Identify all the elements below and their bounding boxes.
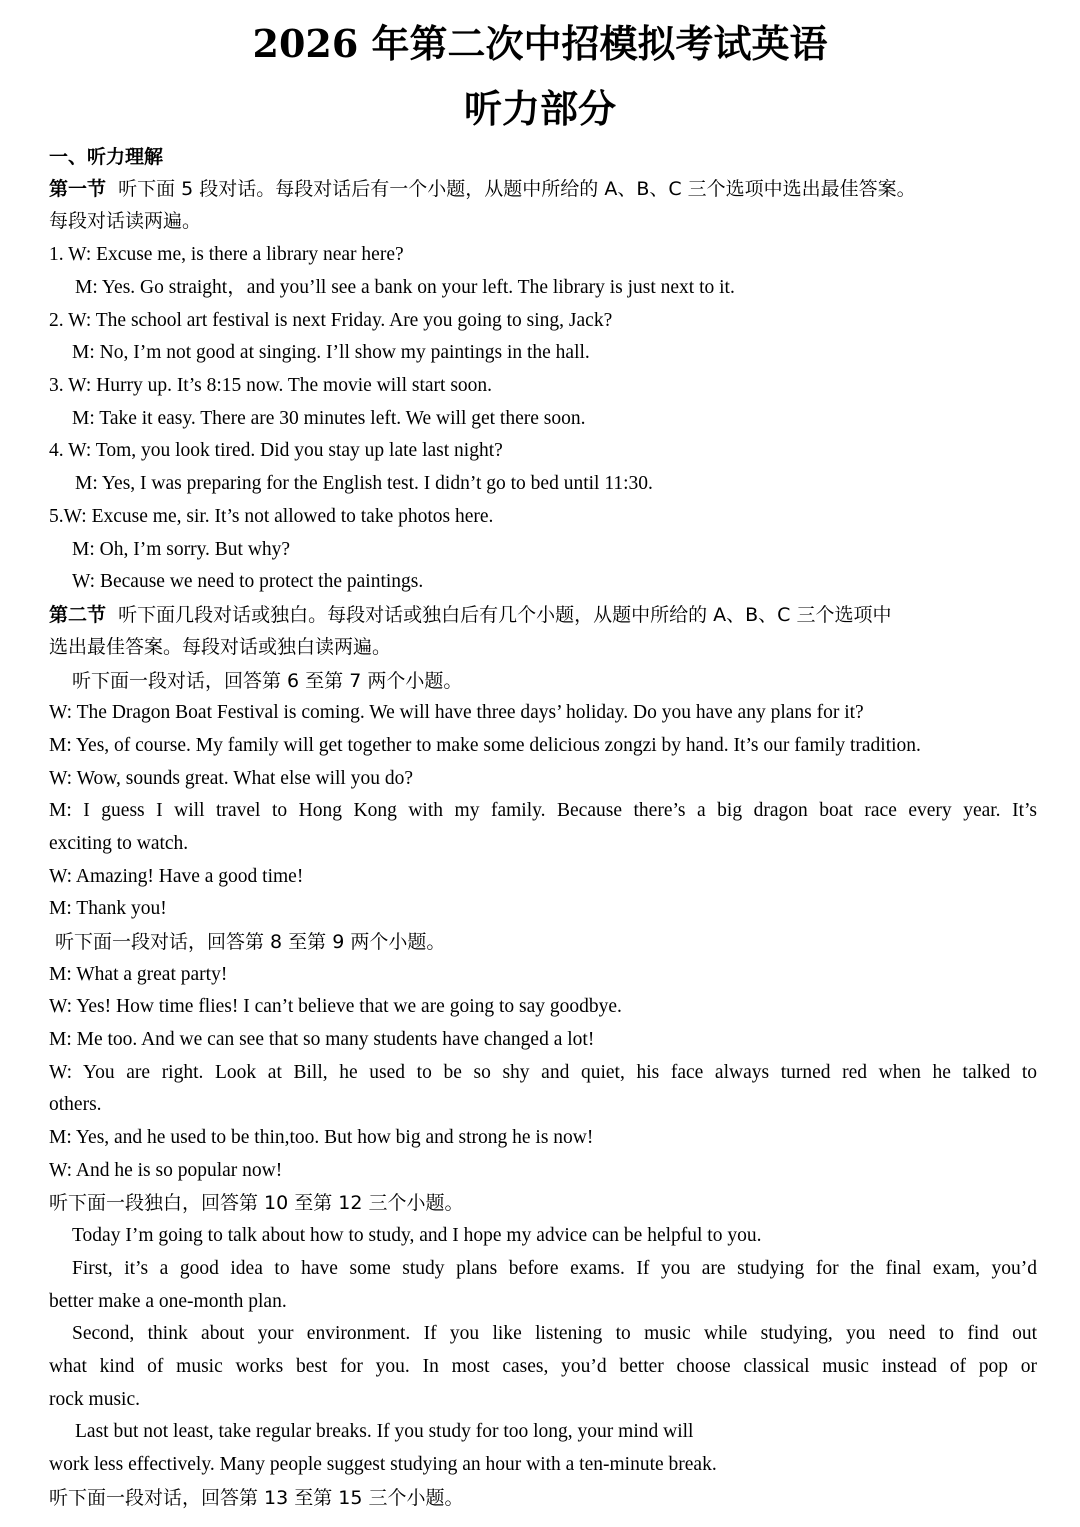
- monologue-line: rock music.: [49, 1389, 140, 1410]
- dialogue-line: W: Because we need to protect the paintings.: [72, 571, 424, 592]
- dialogue-line: M: Yes, and he used to be thin,too. But how big and strong he is now!: [49, 1127, 594, 1148]
- dialogue-line: 5.W: Excuse me, sir. It’s not allowed to take photos here.: [49, 506, 494, 527]
- monologue-line: Last but not least, take regular breaks. If you study for too long, your mind will: [75, 1421, 694, 1442]
- dialogue-line: W: Yes! How time flies! I can’t believe that we are going to say goodbye.: [49, 996, 622, 1017]
- monologue-line: what kind of music works best for you. In most cases, you’d better choose classical music instead of pop or: [49, 1356, 1037, 1377]
- dialogue-line: others.: [49, 1094, 102, 1115]
- dialogue-intro: 听下面一段对话，回答第 6 至第 7 两个小题。: [72, 670, 463, 692]
- dialogue-line: 2. W: The school art festival is next Friday. Are you going to sing, Jack?: [49, 310, 613, 331]
- dialogue-line: M: Yes, of course. My family will get together to make some delicious zongzi by hand. It’s our family tradition.: [49, 735, 921, 756]
- section2-label: 第二节: [49, 604, 107, 626]
- dialogue-line: M: No, I’m not good at singing. I’ll show my paintings in the hall.: [72, 342, 590, 363]
- dialogue-line: M: I guess I will travel to Hong Kong with my family. Because there’s a big dragon boat race every year. It’s: [49, 800, 1037, 821]
- dialogue-intro: 听下面一段对话，回答第 8 至第 9 两个小题。: [55, 931, 446, 953]
- monologue-line: work less effectively. Many people suggest studying an hour with a ten-minute break.: [49, 1454, 717, 1475]
- dialogue-line: W: And he is so popular now!: [49, 1160, 283, 1181]
- dialogue-line: M: Take it easy. There are 30 minutes left. We will get there soon.: [72, 408, 586, 429]
- section1-label: 第一节: [49, 178, 107, 200]
- monologue-line: Today I’m going to talk about how to study, and I hope my advice can be helpful to you.: [72, 1225, 762, 1246]
- dialogue-line: W: The Dragon Boat Festival is coming. We will have three days’ holiday. Do you have any plans for it?: [49, 702, 864, 723]
- page-subtitle: 听力部分: [463, 86, 616, 131]
- section1-instruction: [49, 174, 1037, 204]
- dialogue-line: W: You are right. Look at Bill, he used to be so shy and quiet, his face always turned red when he talked to: [49, 1062, 1037, 1083]
- section2-instruction-line2: 选出最佳答案。每段对话或独白读两遍。: [49, 636, 392, 658]
- monologue-line: First, it’s a good idea to have some study plans before exams. If you are studying for the final exam, you’d: [72, 1258, 1037, 1279]
- dialogue-line: 4. W: Tom, you look tired. Did you stay up late last night?: [49, 440, 503, 461]
- monologue-line: better make a one-month plan.: [49, 1291, 287, 1312]
- dialogue-line: M: Yes. Go straight，and you’ll see a bank on your left. The library is just next to it.: [75, 277, 735, 298]
- section1-instruction-line1: 听下面 5 段对话。每段对话后有一个小题，从题中所给的 A、B、C 三个选项中选出最佳答案。: [118, 178, 916, 200]
- section2-instruction-line1: 听下面几段对话或独白。每段对话或独白后有几个小题，从题中所给的 A、B、C 三个选项中: [118, 604, 892, 626]
- monologue-line: Second, think about your environment. If you like listening to music while studying, you need to find out: [72, 1323, 1037, 1344]
- monologue-intro: 听下面一段独白，回答第 10 至第 12 三个小题。: [49, 1192, 464, 1214]
- section2-instruction: [49, 600, 1037, 630]
- dialogue-line: W: Amazing! Have a good time!: [49, 866, 304, 887]
- dialogue-line: M: Thank you!: [49, 898, 167, 919]
- dialogue-line: 1. W: Excuse me, is there a library near here?: [49, 244, 404, 265]
- dialogue-line: M: Me too. And we can see that so many students have changed a lot!: [49, 1029, 595, 1050]
- page-title: 2026 年第二次中招模拟考试英语: [252, 21, 828, 66]
- part-heading: 一、听力理解: [49, 146, 164, 168]
- dialogue-line: M: Oh, I’m sorry. But why?: [72, 539, 291, 560]
- section1-instruction-line2: 每段对话读两遍。: [49, 210, 202, 232]
- dialogue-line: M: Yes, I was preparing for the English test. I didn’t go to bed until 11:30.: [75, 473, 653, 494]
- dialogue-line: W: Wow, sounds great. What else will you do?: [49, 768, 413, 789]
- dialogue-line: exciting to watch.: [49, 833, 189, 854]
- dialogue-intro: 听下面一段对话，回答第 13 至第 15 三个小题。: [49, 1487, 464, 1509]
- dialogue-line: 3. W: Hurry up. It’s 8:15 now. The movie will start soon.: [49, 375, 493, 396]
- dialogue-line: M: What a great party!: [49, 964, 228, 985]
